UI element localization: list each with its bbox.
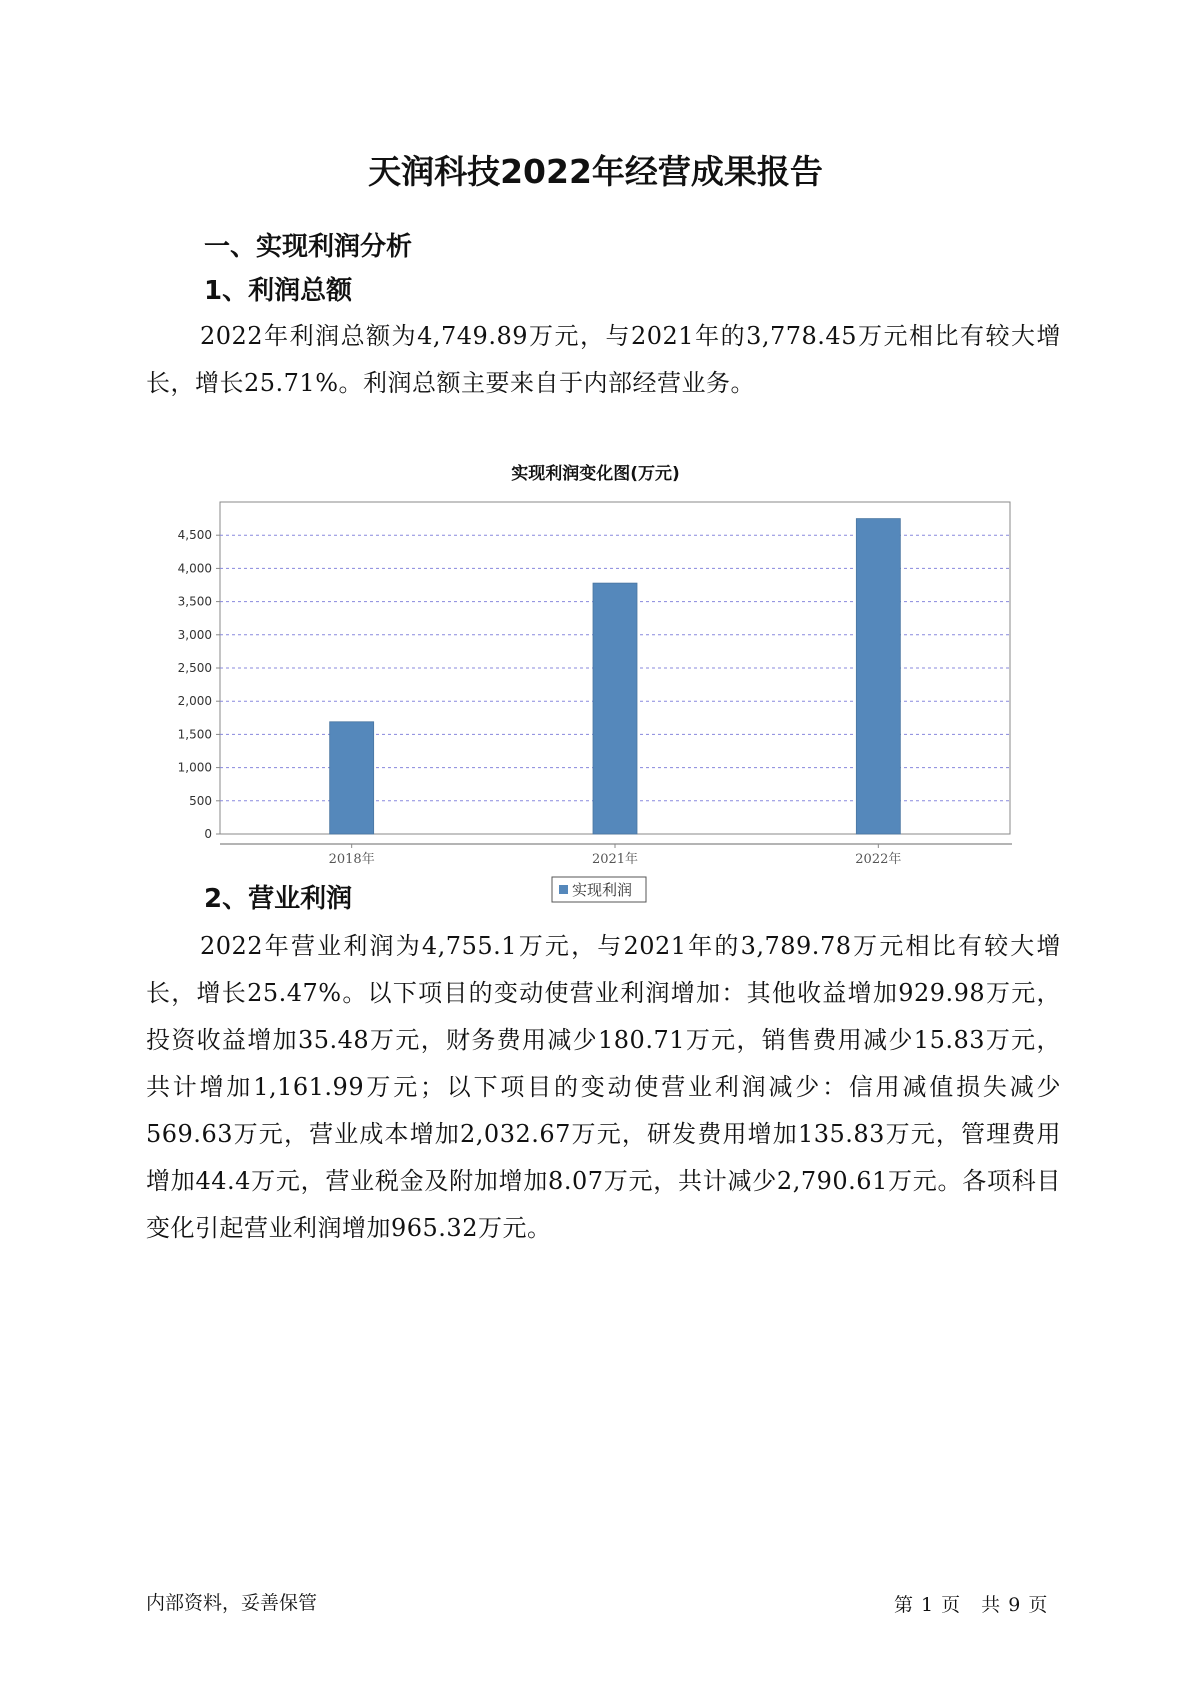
chart-title: 实现利润变化图(万元): [511, 464, 680, 484]
paragraph-operating-profit: 2022年营业利润为4,755.1万元，与2021年的3,789.78万元相比有较大增长，增长25.47%。以下项目的变动使营业利润增加：其他收益增加929.98万元，投资收益增加35.48万元，财务费用减少180.71万元，销售费用减少15.83万元，共计增加1,161.99万元；以下项目的变动使营业利润减少：信用减值损失减少569.63万元，营业成本增加2,032.67万元，研发费用增加135.83万元，管理费用增加44.4万元，营业税金及附加增加8.07万元，共计减少2,790.61万元。各项科目变化引起营业利润增加965.32万元。: [146, 932, 1061, 1242]
document-title: 天润科技2022年经营成果报告: [368, 152, 823, 191]
footer-page-number: 第 1 页 共 9 页: [894, 1594, 1049, 1616]
paragraph-total-profit: 2022年利润总额为4,749.89万元，与2021年的3,778.45万元相比有较大增长，增长25.71%。利润总额主要来自于内部经营业务。: [146, 322, 1061, 397]
y-tick-label: 3,000: [177, 627, 212, 642]
section-heading-profit-analysis: 一、实现利润分析: [204, 232, 413, 262]
bar-1: [330, 722, 374, 834]
footer-confidential-note: 内部资料，妥善保管: [146, 1592, 318, 1614]
y-tick-label: 2,000: [177, 694, 212, 709]
y-tick-label: 1,000: [177, 760, 212, 775]
subheading-total-profit: 1、利润总额: [204, 276, 353, 306]
y-tick-label: 0: [204, 827, 212, 841]
bar-3: [856, 519, 900, 834]
x-tick-label: 2021年: [591, 852, 639, 867]
y-tick-label: 2,500: [177, 661, 212, 675]
x-tick-label: 2018年: [328, 852, 375, 867]
y-tick-label: 1,500: [177, 727, 212, 742]
y-tick-label: 3,500: [177, 594, 212, 609]
subheading-operating-profit: 2、营业利润: [204, 884, 353, 914]
y-tick-label: 4,500: [177, 528, 212, 543]
x-tick-label: 2022年: [855, 852, 902, 867]
y-tick-label: 4,000: [177, 561, 212, 576]
legend-swatch: [559, 885, 568, 894]
y-tick-label: 500: [189, 793, 212, 808]
legend-label: 实现利润: [572, 881, 633, 899]
bar-2: [593, 583, 637, 834]
